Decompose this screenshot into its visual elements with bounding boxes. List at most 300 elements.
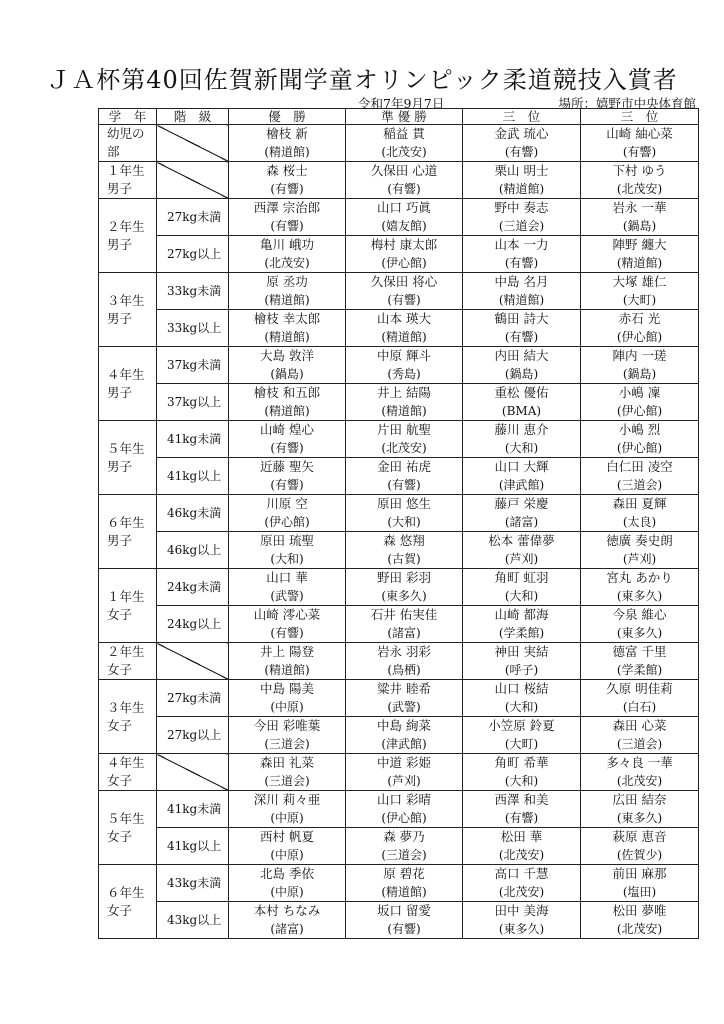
athlete-name: 西村 帆夏 bbox=[260, 829, 314, 844]
third-2-cell bbox=[581, 643, 699, 680]
athlete-name: 藤川 恵介 bbox=[494, 422, 549, 437]
weight-class: 43kg未満 bbox=[157, 865, 229, 902]
club-name: (精道館) bbox=[498, 293, 545, 307]
header-winner: 優 勝 bbox=[229, 109, 346, 125]
grade-label: １年生男子 bbox=[99, 162, 157, 199]
winner-cell bbox=[229, 199, 346, 236]
club-name: (有響) bbox=[504, 330, 539, 344]
page-title: ＪＡ杯第40回佐賀新聞学童オリンピック柔道競技入賞者 bbox=[46, 66, 678, 94]
athlete-name: 山口 大輝 bbox=[494, 459, 549, 474]
third-2-cell bbox=[581, 680, 699, 717]
athlete-name: 森田 礼菜 bbox=[260, 755, 314, 770]
club-name: (芦刈) bbox=[504, 552, 539, 566]
athlete-name: 金武 琉心 bbox=[494, 126, 549, 141]
athlete-name: 稲益 貫 bbox=[383, 126, 425, 141]
third-1-cell bbox=[463, 606, 581, 643]
weight-class: 41kg未満 bbox=[157, 791, 229, 828]
athlete-name: 本村 ちなみ bbox=[253, 903, 321, 918]
athlete-name: 梅村 康太郎 bbox=[370, 237, 438, 252]
athlete-name: 松田 夢唯 bbox=[612, 903, 667, 918]
header-class: 階 級 bbox=[157, 109, 229, 125]
grade-label: ３年生女子 bbox=[99, 680, 157, 754]
athlete-name: 野田 彩羽 bbox=[377, 570, 431, 585]
third-2-cell bbox=[581, 421, 699, 458]
weight-class: 27kg未満 bbox=[157, 680, 229, 717]
no-class-diagonal bbox=[157, 754, 229, 791]
table-row bbox=[99, 384, 699, 421]
runner-up-cell bbox=[346, 125, 463, 162]
athlete-name: 松本 蕾偉夢 bbox=[488, 533, 555, 548]
runner-up-cell bbox=[346, 791, 463, 828]
grade-label: ６年生男子 bbox=[99, 495, 157, 569]
athlete-name: 金田 祐虎 bbox=[377, 459, 431, 474]
third-2-cell bbox=[581, 458, 699, 495]
club-name: (三道会) bbox=[498, 219, 545, 233]
weight-class: 41kg以上 bbox=[157, 828, 229, 865]
club-name: (諸富) bbox=[387, 626, 421, 640]
weight-class: 46kg未満 bbox=[157, 495, 229, 532]
club-name: (鳥栖) bbox=[387, 663, 421, 677]
athlete-name: 岩永 一華 bbox=[612, 200, 667, 215]
athlete-name: 山本 瑛大 bbox=[377, 311, 431, 326]
club-name: (東多久) bbox=[616, 811, 663, 825]
club-name: (有響) bbox=[387, 293, 421, 307]
club-name: (中原) bbox=[270, 885, 304, 899]
grade-label: ５年生女子 bbox=[99, 791, 157, 865]
weight-class: 41kg以上 bbox=[157, 458, 229, 495]
athlete-name: 今田 彩唯葉 bbox=[253, 718, 321, 733]
athlete-name: 大島 敦洋 bbox=[260, 348, 314, 363]
runner-up-cell bbox=[346, 865, 463, 902]
third-2-cell bbox=[581, 273, 699, 310]
winner-cell bbox=[229, 606, 346, 643]
athlete-name: 田中 美海 bbox=[494, 903, 549, 918]
athlete-name: 白仁田 凌空 bbox=[606, 459, 673, 474]
winner-cell bbox=[229, 310, 346, 347]
table-row bbox=[99, 569, 699, 606]
athlete-name: 山口 巧眞 bbox=[377, 200, 431, 215]
athlete-name: 高口 千慧 bbox=[494, 866, 549, 881]
third-1-cell bbox=[463, 199, 581, 236]
athlete-name: 深川 莉々亜 bbox=[253, 792, 321, 807]
athlete-name: 山崎 澪心菜 bbox=[253, 607, 321, 622]
weight-class: 27kg以上 bbox=[157, 717, 229, 754]
third-1-cell bbox=[463, 421, 581, 458]
grade-label: ２年生男子 bbox=[99, 199, 157, 273]
athlete-name: 角町 希華 bbox=[494, 755, 549, 770]
club-name: (津武館) bbox=[381, 737, 427, 751]
athlete-name: 徳廣 奏史朗 bbox=[606, 533, 673, 548]
athlete-name: 坂口 留愛 bbox=[377, 903, 431, 918]
winner-cell bbox=[229, 865, 346, 902]
athlete-name: 前田 麻那 bbox=[612, 866, 667, 881]
athlete-name: 山口 桜結 bbox=[494, 681, 549, 696]
table-row bbox=[99, 236, 699, 273]
athlete-name: 岩永 羽彩 bbox=[377, 644, 431, 659]
club-name: (有響) bbox=[270, 219, 304, 233]
athlete-name: 多々良 一華 bbox=[606, 755, 673, 770]
weight-class: 27kg未満 bbox=[157, 199, 229, 236]
grade-label: ４年生男子 bbox=[99, 347, 157, 421]
third-2-cell bbox=[581, 717, 699, 754]
third-2-cell bbox=[581, 791, 699, 828]
third-2-cell bbox=[581, 236, 699, 273]
club-name: (秀島) bbox=[387, 367, 421, 381]
club-name: (白石) bbox=[622, 700, 657, 714]
club-name: (三道会) bbox=[264, 774, 310, 788]
third-2-cell bbox=[581, 865, 699, 902]
club-name: (三道会) bbox=[616, 737, 663, 751]
athlete-name: 原 碧花 bbox=[383, 866, 425, 881]
third-1-cell bbox=[463, 717, 581, 754]
grade-label: ４年生女子 bbox=[99, 754, 157, 791]
athlete-name: 亀川 峨功 bbox=[260, 237, 314, 252]
third-2-cell bbox=[581, 347, 699, 384]
athlete-name: 中原 輝斗 bbox=[377, 348, 431, 363]
third-2-cell bbox=[581, 310, 699, 347]
third-1-cell bbox=[463, 310, 581, 347]
third-2-cell bbox=[581, 828, 699, 865]
athlete-name: 森 悠翔 bbox=[383, 533, 425, 548]
third-1-cell bbox=[463, 643, 581, 680]
club-name: (鍋島) bbox=[622, 219, 657, 233]
club-name: (有響) bbox=[622, 145, 657, 159]
club-name: (北茂安) bbox=[381, 441, 427, 455]
athlete-name: 中島 名月 bbox=[494, 274, 549, 289]
winner-cell bbox=[229, 273, 346, 310]
winner-cell bbox=[229, 162, 346, 199]
athlete-name: 萩原 恵音 bbox=[612, 829, 667, 844]
club-name: (伊心館) bbox=[616, 330, 663, 344]
table-row bbox=[99, 347, 699, 384]
third-2-cell bbox=[581, 606, 699, 643]
runner-up-cell bbox=[346, 347, 463, 384]
club-name: (有響) bbox=[270, 441, 304, 455]
athlete-name: 井上 結陽 bbox=[377, 385, 431, 400]
athlete-name: 重松 優佑 bbox=[494, 385, 549, 400]
club-name: (呼子) bbox=[504, 663, 539, 677]
club-name: (有響) bbox=[270, 626, 304, 640]
third-1-cell bbox=[463, 680, 581, 717]
athlete-name: 山口 彩晴 bbox=[377, 792, 431, 807]
club-name: (伊心館) bbox=[381, 256, 427, 270]
weight-class: 24kg以上 bbox=[157, 606, 229, 643]
club-name: (諸富) bbox=[270, 922, 304, 936]
club-name: (東多久) bbox=[616, 626, 663, 640]
club-name: (北茂安) bbox=[264, 256, 310, 270]
runner-up-cell bbox=[346, 606, 463, 643]
third-1-cell bbox=[463, 273, 581, 310]
athlete-name: 角町 虹羽 bbox=[494, 570, 549, 585]
runner-up-cell bbox=[346, 902, 463, 939]
winner-cell bbox=[229, 791, 346, 828]
weight-class: 46kg以上 bbox=[157, 532, 229, 569]
table-row bbox=[99, 310, 699, 347]
club-name: (大和) bbox=[504, 700, 539, 714]
club-name: (武警) bbox=[387, 700, 421, 714]
runner-up-cell bbox=[346, 421, 463, 458]
table-row bbox=[99, 791, 699, 828]
club-name: (学柔館) bbox=[616, 663, 663, 677]
club-name: (太良) bbox=[622, 515, 657, 529]
club-name: (三道会) bbox=[616, 478, 663, 492]
table-row bbox=[99, 273, 699, 310]
club-name: (有響) bbox=[504, 256, 539, 270]
club-name: (三道会) bbox=[264, 737, 310, 751]
third-1-cell bbox=[463, 347, 581, 384]
winner-cell bbox=[229, 458, 346, 495]
club-name: (大町) bbox=[504, 737, 539, 751]
runner-up-cell bbox=[346, 162, 463, 199]
club-name: (北茂安) bbox=[616, 774, 663, 788]
third-1-cell bbox=[463, 236, 581, 273]
club-name: (佐賀少) bbox=[616, 848, 663, 862]
athlete-name: 松田 華 bbox=[500, 829, 543, 844]
grade-label: ６年生女子 bbox=[99, 865, 157, 939]
no-class-diagonal bbox=[157, 162, 229, 199]
table-header-row bbox=[99, 109, 699, 125]
runner-up-cell bbox=[346, 199, 463, 236]
club-name: (大和) bbox=[387, 515, 421, 529]
club-name: (精道館) bbox=[381, 330, 427, 344]
third-1-cell bbox=[463, 754, 581, 791]
header-grade: 学 年 bbox=[99, 109, 157, 125]
club-name: (北茂安) bbox=[616, 182, 663, 196]
athlete-name: 陣野 纏大 bbox=[612, 237, 667, 252]
club-name: (伊心館) bbox=[381, 811, 427, 825]
club-name: (有響) bbox=[270, 478, 304, 492]
winner-cell bbox=[229, 236, 346, 273]
table-row bbox=[99, 125, 699, 162]
runner-up-cell bbox=[346, 495, 463, 532]
club-name: (伊心館) bbox=[616, 404, 663, 418]
third-2-cell bbox=[581, 754, 699, 791]
club-name: (芦刈) bbox=[387, 774, 421, 788]
grade-label: ５年生男子 bbox=[99, 421, 157, 495]
club-name: (芦刈) bbox=[622, 552, 657, 566]
table-row bbox=[99, 865, 699, 902]
club-name: (精道館) bbox=[264, 663, 310, 677]
athlete-name: 久保田 将心 bbox=[370, 274, 438, 289]
athlete-name: 井上 陽登 bbox=[260, 644, 314, 659]
winner-cell bbox=[229, 532, 346, 569]
athlete-name: 大塚 雄仁 bbox=[612, 274, 667, 289]
club-name: (大和) bbox=[504, 441, 539, 455]
athlete-name: 近藤 聖矢 bbox=[260, 459, 314, 474]
athlete-name: 森田 心菜 bbox=[612, 718, 667, 733]
club-name: (北茂安) bbox=[498, 848, 545, 862]
club-name: (精道館) bbox=[264, 145, 310, 159]
header-third-2: 三 位 bbox=[581, 109, 699, 125]
athlete-name: 今泉 維心 bbox=[612, 607, 667, 622]
table-row bbox=[99, 162, 699, 199]
athlete-name: 藤戸 栄慶 bbox=[494, 496, 549, 511]
athlete-name: 山口 華 bbox=[266, 570, 308, 585]
third-1-cell bbox=[463, 902, 581, 939]
table-row bbox=[99, 495, 699, 532]
third-1-cell bbox=[463, 532, 581, 569]
runner-up-cell bbox=[346, 754, 463, 791]
runner-up-cell bbox=[346, 643, 463, 680]
club-name: (北茂安) bbox=[498, 885, 545, 899]
athlete-name: 山本 一力 bbox=[494, 237, 549, 252]
runner-up-cell bbox=[346, 828, 463, 865]
athlete-name: 小嶋 烈 bbox=[618, 422, 661, 437]
winner-cell bbox=[229, 421, 346, 458]
club-name: (BMA) bbox=[501, 404, 542, 418]
club-name: (津武館) bbox=[498, 478, 545, 492]
athlete-name: 久原 明佳莉 bbox=[606, 681, 673, 696]
third-1-cell bbox=[463, 865, 581, 902]
club-name: (諸富) bbox=[504, 515, 539, 529]
grade-label: 幼児の部 bbox=[99, 125, 157, 162]
athlete-name: 陣内 一瑳 bbox=[612, 348, 667, 363]
winner-cell bbox=[229, 347, 346, 384]
third-1-cell bbox=[463, 569, 581, 606]
grade-label: ３年生男子 bbox=[99, 273, 157, 347]
third-2-cell bbox=[581, 199, 699, 236]
club-name: (武警) bbox=[270, 589, 304, 603]
athlete-name: 下村 ゆう bbox=[612, 163, 667, 178]
runner-up-cell bbox=[346, 273, 463, 310]
athlete-name: 赤石 光 bbox=[618, 311, 661, 326]
athlete-name: 川原 空 bbox=[266, 496, 308, 511]
winner-cell bbox=[229, 384, 346, 421]
winner-cell bbox=[229, 495, 346, 532]
club-name: (精道館) bbox=[264, 330, 310, 344]
athlete-name: 北島 季依 bbox=[260, 866, 314, 881]
club-name: (中原) bbox=[270, 811, 304, 825]
club-name: (鍋島) bbox=[622, 367, 657, 381]
club-name: (有響) bbox=[504, 145, 539, 159]
club-name: (精道館) bbox=[381, 885, 427, 899]
club-name: (精道館) bbox=[264, 404, 310, 418]
athlete-name: 原 丞功 bbox=[266, 274, 308, 289]
table-row bbox=[99, 643, 699, 680]
club-name: (中原) bbox=[270, 848, 304, 862]
athlete-name: 西澤 宗治郎 bbox=[253, 200, 321, 215]
table-row bbox=[99, 717, 699, 754]
club-name: (塩田) bbox=[622, 885, 657, 899]
weight-class: 27kg以上 bbox=[157, 236, 229, 273]
club-name: (有響) bbox=[504, 811, 539, 825]
runner-up-cell bbox=[346, 384, 463, 421]
club-name: (鍋島) bbox=[504, 367, 539, 381]
table-row bbox=[99, 902, 699, 939]
athlete-name: 鶴田 詩大 bbox=[494, 311, 549, 326]
club-name: (大和) bbox=[504, 589, 539, 603]
winner-cell bbox=[229, 643, 346, 680]
weight-class: 24kg未満 bbox=[157, 569, 229, 606]
table-row bbox=[99, 532, 699, 569]
table-row bbox=[99, 458, 699, 495]
third-2-cell bbox=[581, 532, 699, 569]
weight-class: 41kg未満 bbox=[157, 421, 229, 458]
runner-up-cell bbox=[346, 236, 463, 273]
athlete-name: 山崎 紬心菜 bbox=[606, 126, 673, 141]
weight-class: 43kg以上 bbox=[157, 902, 229, 939]
third-2-cell bbox=[581, 125, 699, 162]
winner-cell bbox=[229, 754, 346, 791]
weight-class: 33kg以上 bbox=[157, 310, 229, 347]
runner-up-cell bbox=[346, 310, 463, 347]
club-name: (東多久) bbox=[498, 922, 545, 936]
athlete-name: 檜枝 幸太郎 bbox=[253, 311, 321, 326]
third-2-cell bbox=[581, 162, 699, 199]
club-name: (有響) bbox=[387, 478, 421, 492]
winner-cell bbox=[229, 680, 346, 717]
header-runner-up: 準 優 勝 bbox=[346, 109, 463, 125]
athlete-name: 小笠原 鈴夏 bbox=[488, 718, 555, 733]
third-1-cell bbox=[463, 495, 581, 532]
club-name: (伊心館) bbox=[264, 515, 310, 529]
athlete-name: 原田 悠生 bbox=[377, 496, 431, 511]
club-name: (東多久) bbox=[381, 589, 427, 603]
club-name: (有響) bbox=[387, 182, 421, 196]
athlete-name: 中島 絢菜 bbox=[377, 718, 431, 733]
weight-class: 33kg未満 bbox=[157, 273, 229, 310]
header-third-1: 三 位 bbox=[463, 109, 581, 125]
weight-class: 37kg未満 bbox=[157, 347, 229, 384]
athlete-name: 片田 航聖 bbox=[377, 422, 431, 437]
club-name: (大和) bbox=[270, 552, 304, 566]
club-name: (有響) bbox=[270, 182, 304, 196]
athlete-name: 粱井 睦希 bbox=[377, 681, 431, 696]
table-row bbox=[99, 606, 699, 643]
club-name: (精道館) bbox=[264, 293, 310, 307]
athlete-name: 西澤 和美 bbox=[494, 792, 549, 807]
athlete-name: 栗山 明士 bbox=[494, 163, 549, 178]
third-1-cell bbox=[463, 828, 581, 865]
table-row bbox=[99, 828, 699, 865]
third-1-cell bbox=[463, 162, 581, 199]
club-name: (大和) bbox=[504, 774, 539, 788]
athlete-name: 德富 千里 bbox=[612, 644, 667, 659]
table-row bbox=[99, 421, 699, 458]
club-name: (伊心館) bbox=[616, 441, 663, 455]
club-name: (大町) bbox=[622, 293, 657, 307]
table-row bbox=[99, 199, 699, 236]
club-name: (鍋島) bbox=[270, 367, 304, 381]
table-row bbox=[99, 754, 699, 791]
athlete-name: 檜枝 新 bbox=[266, 126, 308, 141]
club-name: (古賀) bbox=[387, 552, 421, 566]
winner-cell bbox=[229, 717, 346, 754]
athlete-name: 石井 佑実佳 bbox=[370, 607, 438, 622]
third-2-cell bbox=[581, 902, 699, 939]
third-1-cell bbox=[463, 458, 581, 495]
no-class-diagonal bbox=[157, 125, 229, 162]
winner-cell bbox=[229, 569, 346, 606]
winner-cell bbox=[229, 902, 346, 939]
third-2-cell bbox=[581, 569, 699, 606]
results-table-body bbox=[99, 109, 699, 939]
athlete-name: 神田 実結 bbox=[494, 644, 549, 659]
club-name: (精道館) bbox=[381, 404, 427, 418]
runner-up-cell bbox=[346, 569, 463, 606]
club-name: (精道館) bbox=[498, 182, 545, 196]
third-1-cell bbox=[463, 125, 581, 162]
third-2-cell bbox=[581, 384, 699, 421]
athlete-name: 野中 奏志 bbox=[494, 200, 549, 215]
grade-label: １年生女子 bbox=[99, 569, 157, 643]
results-table bbox=[98, 108, 699, 939]
weight-class: 37kg以上 bbox=[157, 384, 229, 421]
athlete-name: 小嶋 凜 bbox=[618, 385, 661, 400]
athlete-name: 中道 彩姫 bbox=[377, 755, 431, 770]
athlete-name: 内田 結大 bbox=[494, 348, 549, 363]
athlete-name: 久保田 心道 bbox=[370, 163, 438, 178]
